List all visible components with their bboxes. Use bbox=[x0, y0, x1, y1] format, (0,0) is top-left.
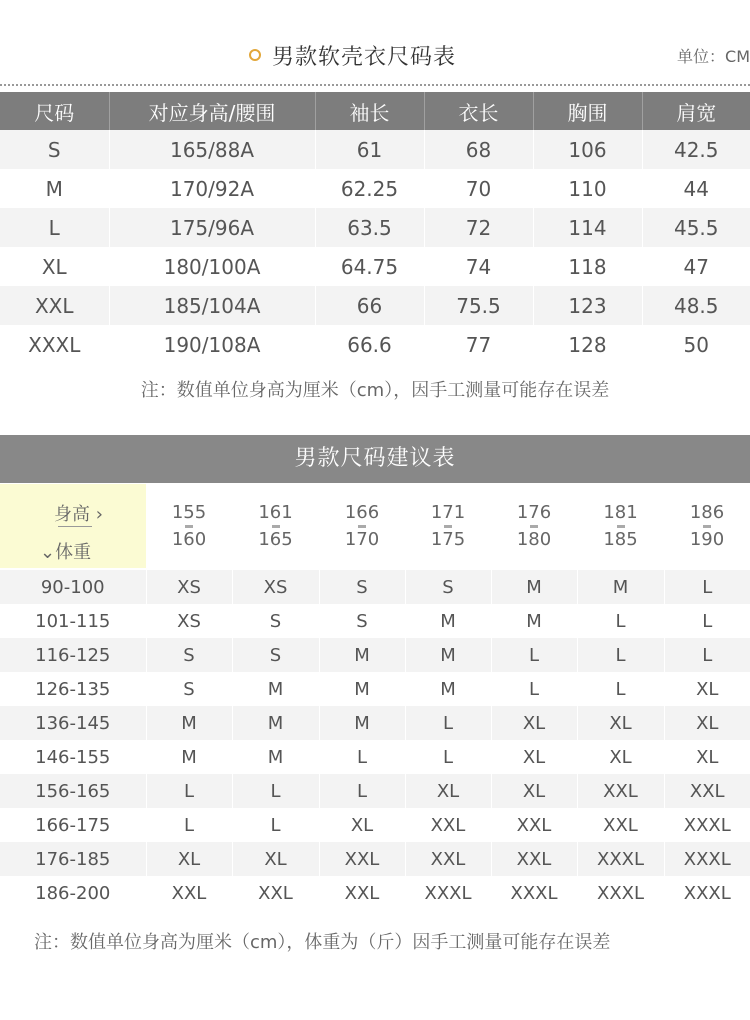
height-range-min: 155 bbox=[171, 501, 207, 523]
suggested-size-cell: L bbox=[319, 774, 405, 808]
suggested-size-cell: S bbox=[146, 672, 232, 706]
size-chart-note: 注：数值单位身高为厘米（cm），因手工测量可能存在误差 bbox=[140, 380, 610, 401]
measurement-cell: 175/96A bbox=[109, 208, 315, 247]
height-range-min: 161 bbox=[258, 501, 293, 523]
measurement-cell: 61 bbox=[315, 130, 424, 169]
measurement-cell: 75.5 bbox=[424, 286, 533, 325]
table-row bbox=[0, 169, 750, 208]
height-range-max: 175 bbox=[430, 528, 466, 550]
page-title: 男款软壳衣尺码表 bbox=[272, 45, 457, 70]
suggested-size-cell: M bbox=[232, 740, 319, 774]
suggested-size-cell: L bbox=[491, 638, 577, 672]
table-row bbox=[0, 672, 750, 706]
measurement-cell: 70 bbox=[424, 169, 533, 208]
size-cell: S bbox=[0, 130, 109, 169]
table-row bbox=[0, 325, 750, 364]
suggested-size-cell: XS bbox=[146, 604, 232, 638]
suggested-size-cell: S bbox=[146, 638, 232, 672]
size-chart-header-row bbox=[0, 92, 750, 130]
height-axis-label: 身高 › bbox=[54, 504, 103, 525]
size-chart-table bbox=[0, 92, 750, 364]
suggested-size-cell: XS bbox=[146, 570, 232, 604]
measurement-cell: 62.25 bbox=[315, 169, 424, 208]
suggested-size-cell: XXL bbox=[319, 876, 405, 910]
height-range-max: 165 bbox=[258, 528, 293, 550]
suggested-size-cell: S bbox=[405, 570, 491, 604]
suggested-size-cell: L bbox=[664, 570, 750, 604]
corner-cell bbox=[0, 484, 146, 568]
title-bar bbox=[0, 30, 750, 80]
measurement-cell: 114 bbox=[533, 208, 642, 247]
height-range-max: 185 bbox=[603, 528, 638, 550]
table-row bbox=[0, 130, 750, 169]
suggested-size-cell: XL bbox=[664, 706, 750, 740]
suggested-size-cell: XXXL bbox=[577, 876, 664, 910]
size-cell: M bbox=[0, 169, 109, 208]
table-row bbox=[0, 876, 750, 910]
weight-range-cell: 136-145 bbox=[0, 706, 146, 740]
height-range-max: 180 bbox=[516, 528, 552, 550]
suggested-size-cell: M bbox=[319, 706, 405, 740]
suggested-size-cell: L bbox=[146, 774, 232, 808]
suggested-size-cell: XL bbox=[491, 740, 577, 774]
suggested-size-cell: M bbox=[319, 672, 405, 706]
suggested-size-cell: XXXL bbox=[664, 808, 750, 842]
suggested-size-cell: XL bbox=[232, 842, 319, 876]
measurement-cell: 63.5 bbox=[315, 208, 424, 247]
height-range-min: 181 bbox=[603, 501, 638, 523]
suggested-size-cell: M bbox=[146, 740, 232, 774]
table-row bbox=[0, 604, 750, 638]
measurement-cell: 50 bbox=[642, 325, 750, 364]
height-range-max: 160 bbox=[171, 528, 207, 550]
table-row bbox=[0, 208, 750, 247]
suggested-size-cell: M bbox=[146, 706, 232, 740]
suggested-size-cell: XXL bbox=[491, 808, 577, 842]
suggested-size-cell: XXL bbox=[405, 842, 491, 876]
suggested-size-cell: XL bbox=[405, 774, 491, 808]
circle-bullet-icon bbox=[249, 49, 261, 61]
suggested-size-cell: S bbox=[232, 604, 319, 638]
height-range-header bbox=[319, 484, 405, 568]
suggested-size-cell: L bbox=[232, 774, 319, 808]
column-header: 肩宽 bbox=[642, 92, 750, 130]
suggested-size-cell: M bbox=[319, 638, 405, 672]
suggested-size-cell: XXL bbox=[664, 774, 750, 808]
column-header: 胸围 bbox=[533, 92, 642, 130]
measurement-cell: 45.5 bbox=[642, 208, 750, 247]
table-row bbox=[0, 286, 750, 325]
suggested-size-cell: L bbox=[405, 706, 491, 740]
corner-divider bbox=[58, 526, 92, 527]
suggestion-table-title: 男款尺码建议表 bbox=[0, 435, 750, 483]
measurement-cell: 190/108A bbox=[109, 325, 315, 364]
height-range-header bbox=[146, 484, 232, 568]
suggested-size-cell: L bbox=[319, 740, 405, 774]
suggested-size-cell: S bbox=[319, 570, 405, 604]
size-cell: XL bbox=[0, 247, 109, 286]
table-row bbox=[0, 247, 750, 286]
suggested-size-cell: XL bbox=[146, 842, 232, 876]
suggested-size-cell: L bbox=[405, 740, 491, 774]
suggested-size-cell: L bbox=[491, 672, 577, 706]
measurement-cell: 118 bbox=[533, 247, 642, 286]
weight-range-cell: 176-185 bbox=[0, 842, 146, 876]
suggested-size-cell: XXXL bbox=[577, 842, 664, 876]
suggested-size-cell: XXXL bbox=[405, 876, 491, 910]
weight-range-cell: 186-200 bbox=[0, 876, 146, 910]
column-header: 对应身高/腰围 bbox=[109, 92, 315, 130]
height-header-row bbox=[0, 484, 750, 568]
suggested-size-cell: L bbox=[577, 672, 664, 706]
suggested-size-cell: XXL bbox=[146, 876, 232, 910]
suggested-size-cell: M bbox=[405, 672, 491, 706]
suggested-size-cell: XL bbox=[577, 706, 664, 740]
measurement-cell: 180/100A bbox=[109, 247, 315, 286]
height-range-header bbox=[491, 484, 577, 568]
suggested-size-cell: L bbox=[577, 604, 664, 638]
table-row bbox=[0, 808, 750, 842]
suggested-size-cell: L bbox=[577, 638, 664, 672]
suggested-size-cell: S bbox=[232, 638, 319, 672]
column-header: 尺码 bbox=[0, 92, 109, 130]
suggested-size-cell: XL bbox=[491, 706, 577, 740]
table-row bbox=[0, 740, 750, 774]
measurement-cell: 66 bbox=[315, 286, 424, 325]
measurement-cell: 185/104A bbox=[109, 286, 315, 325]
weight-range-cell: 156-165 bbox=[0, 774, 146, 808]
height-range-min: 176 bbox=[516, 501, 552, 523]
suggested-size-cell: M bbox=[491, 604, 577, 638]
measurement-cell: 64.75 bbox=[315, 247, 424, 286]
measurement-cell: 123 bbox=[533, 286, 642, 325]
height-range-header bbox=[405, 484, 491, 568]
weight-range-cell: 126-135 bbox=[0, 672, 146, 706]
size-cell: L bbox=[0, 208, 109, 247]
suggested-size-cell: XXL bbox=[405, 808, 491, 842]
measurement-cell: 170/92A bbox=[109, 169, 315, 208]
height-range-header bbox=[232, 484, 319, 568]
weight-range-cell: 116-125 bbox=[0, 638, 146, 672]
suggested-size-cell: XXXL bbox=[491, 876, 577, 910]
measurement-cell: 106 bbox=[533, 130, 642, 169]
suggested-size-cell: XXL bbox=[577, 808, 664, 842]
suggested-size-cell: XXL bbox=[577, 774, 664, 808]
table-row bbox=[0, 638, 750, 672]
measurement-cell: 110 bbox=[533, 169, 642, 208]
weight-range-cell: 166-175 bbox=[0, 808, 146, 842]
suggested-size-cell: L bbox=[146, 808, 232, 842]
suggested-size-cell: XS bbox=[232, 570, 319, 604]
suggested-size-cell: L bbox=[664, 638, 750, 672]
weight-range-cell: 101-115 bbox=[0, 604, 146, 638]
table-row bbox=[0, 842, 750, 876]
measurement-cell: 47 bbox=[642, 247, 750, 286]
suggested-size-cell: M bbox=[405, 604, 491, 638]
size-suggestion-table bbox=[0, 570, 750, 910]
column-header: 衣长 bbox=[424, 92, 533, 130]
measurement-cell: 48.5 bbox=[642, 286, 750, 325]
height-range-max: 170 bbox=[344, 528, 380, 550]
measurement-cell: 42.5 bbox=[642, 130, 750, 169]
suggested-size-cell: L bbox=[232, 808, 319, 842]
height-range-min: 186 bbox=[689, 501, 725, 523]
dotted-divider bbox=[0, 84, 750, 86]
suggested-size-cell: L bbox=[664, 604, 750, 638]
suggested-size-cell: M bbox=[232, 706, 319, 740]
measurement-cell: 72 bbox=[424, 208, 533, 247]
measurement-cell: 74 bbox=[424, 247, 533, 286]
size-cell: XXL bbox=[0, 286, 109, 325]
table-row bbox=[0, 570, 750, 604]
suggested-size-cell: XL bbox=[319, 808, 405, 842]
weight-range-cell: 146-155 bbox=[0, 740, 146, 774]
measurement-cell: 165/88A bbox=[109, 130, 315, 169]
suggested-size-cell: XXXL bbox=[664, 842, 750, 876]
measurement-cell: 68 bbox=[424, 130, 533, 169]
height-range-min: 166 bbox=[344, 501, 380, 523]
suggested-size-cell: XL bbox=[577, 740, 664, 774]
suggestion-header-table bbox=[0, 484, 750, 568]
suggested-size-cell: S bbox=[319, 604, 405, 638]
suggested-size-cell: XL bbox=[664, 740, 750, 774]
suggested-size-cell: XXL bbox=[232, 876, 319, 910]
unit-label: 单位：CM bbox=[677, 47, 750, 66]
table-row bbox=[0, 706, 750, 740]
table-row bbox=[0, 774, 750, 808]
height-range-header bbox=[664, 484, 750, 568]
height-range-header bbox=[577, 484, 664, 568]
suggestion-note: 注：数值单位身高为厘米（cm），体重为（斤）因手工测量可能存在误差 bbox=[34, 932, 611, 953]
suggested-size-cell: XXL bbox=[491, 842, 577, 876]
column-header: 袖长 bbox=[315, 92, 424, 130]
suggested-size-cell: M bbox=[577, 570, 664, 604]
suggested-size-cell: XL bbox=[491, 774, 577, 808]
suggested-size-cell: XL bbox=[664, 672, 750, 706]
measurement-cell: 66.6 bbox=[315, 325, 424, 364]
measurement-cell: 44 bbox=[642, 169, 750, 208]
height-range-min: 171 bbox=[430, 501, 466, 523]
suggested-size-cell: XXXL bbox=[664, 876, 750, 910]
measurement-cell: 128 bbox=[533, 325, 642, 364]
measurement-cell: 77 bbox=[424, 325, 533, 364]
height-range-max: 190 bbox=[689, 528, 725, 550]
weight-axis-label: ⌄体重 bbox=[40, 542, 92, 563]
suggested-size-cell: M bbox=[232, 672, 319, 706]
size-cell: XXXL bbox=[0, 325, 109, 364]
suggested-size-cell: M bbox=[405, 638, 491, 672]
weight-range-cell: 90-100 bbox=[0, 570, 146, 604]
suggested-size-cell: XXL bbox=[319, 842, 405, 876]
suggested-size-cell: M bbox=[491, 570, 577, 604]
